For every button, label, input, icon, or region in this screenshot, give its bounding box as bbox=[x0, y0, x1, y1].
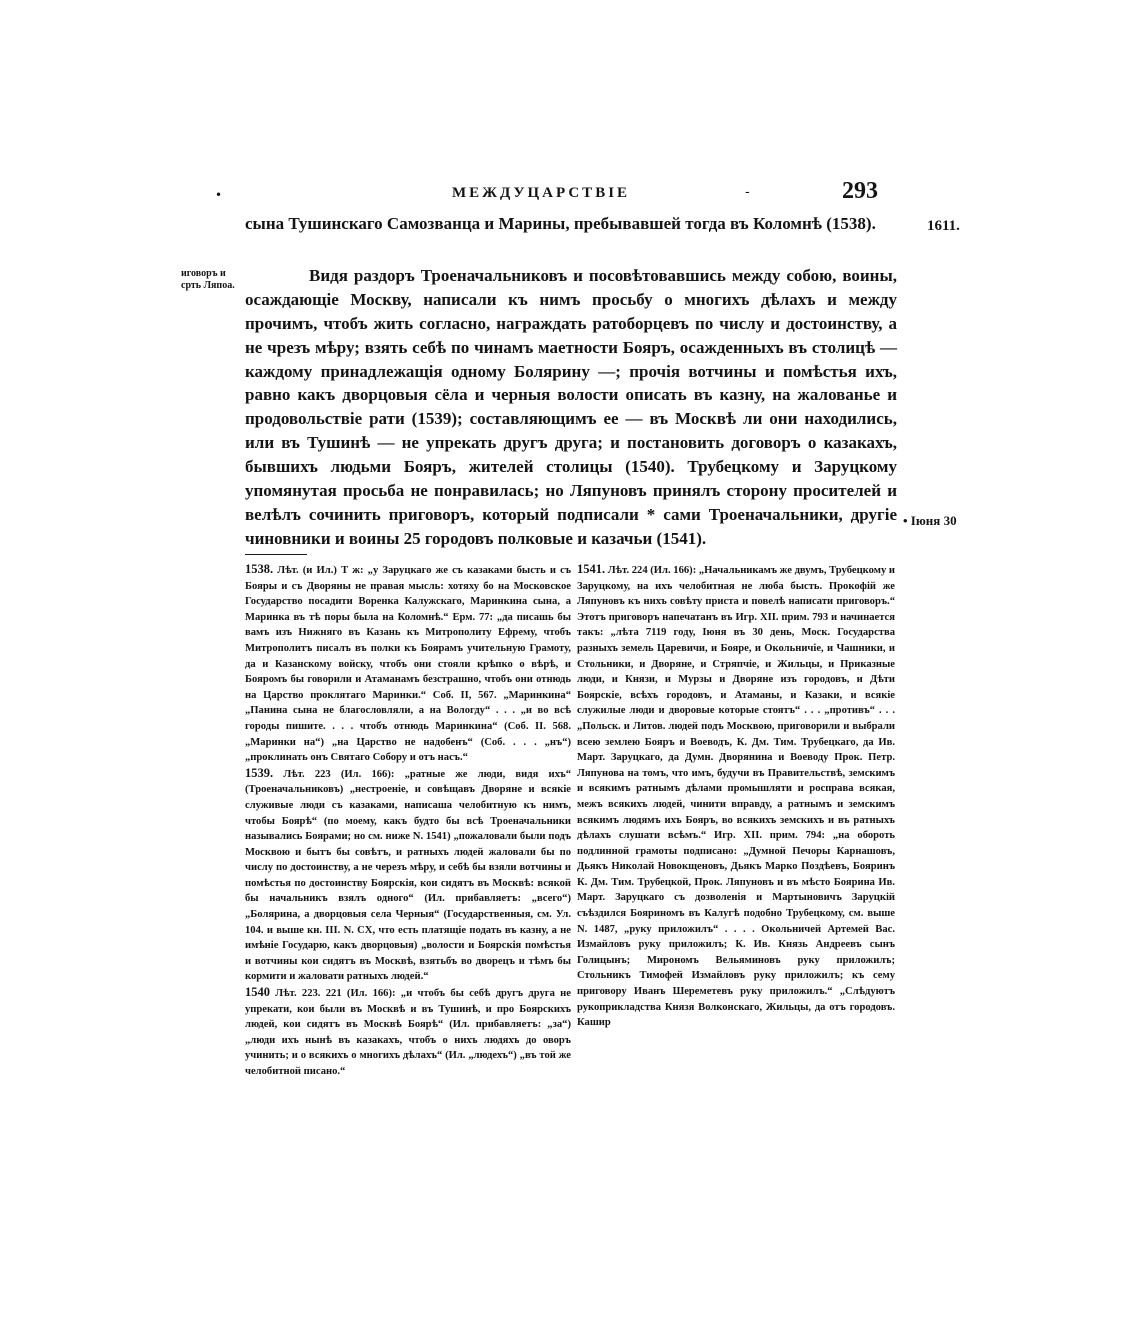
footnote-text: Лѣт. 223 (Ил. 166): „ратные же люди, видя ихъ“ (Троеначальниковъ) „нестроеніе, и совѣщавъ Дворяне и всякіе служивые люди съ казаками, написаша челобитную къ нимъ, чтобы Боярѣ“ (по моему, какъ будто бы всѣ Троеначальники назывались Боярами; но см. ниже N. 1541) „пожаловали были подъ Москвою и бытъ бы совѣтъ, и ратныхъ людей жаловали бы по числу по достоинству, а не черезъ мѣру, и себѣ бы взяли вотчины и помѣстья по достоинству Боярскія, кои сидятъ въ Москвѣ: всякой бы начальникъ взялъ одного“ (Ил. прибавляетъ: „всего“) „Болярина, а дворцовыя села Черныя“ (Государственныя, см. Ул. 104. и выше кн. III. N. CX, что есть платящіе подать въ казну, а не имѣніе Государю, какъ дворцовыя) „волости и Боярскія помѣстья и вотчины кои сидятъ въ Москвѣ, взятьбъ во дворецъ и тѣмъ бы кормити и жаловати ратныхъ людей.“ bbox=[245, 768, 572, 983]
header-dot: • bbox=[215, 188, 223, 202]
main-paragraph-1: сына Тушинскаго Самозванца и Марины, пребывавшей тогда въ Коломнѣ (1538). bbox=[245, 214, 876, 233]
main-text bbox=[245, 212, 897, 551]
footnote-text: Лѣт. 223. 221 (Ил. 166): „и чтобъ бы себѣ другъ друга не упрекати, кои были въ Москвѣ и въ Тушинѣ, и про Боярскихъ людей, кои сидятъ въ Москвѣ Боярѣ“ (Ил. прибавляетъ: „за“) „люди ихъ нынѣ въ казакахъ, чтобъ о нихъ людяхъ до оворъ учинить; и о всякихъ о многихъ дѣлахъ“ (Ил. „людехъ“) „въ той же челобитной писано.“ bbox=[245, 988, 571, 1077]
header-mark: - bbox=[745, 184, 750, 200]
footnote-rule bbox=[245, 554, 307, 555]
footnote-1541 bbox=[577, 562, 895, 1031]
running-head: МЕЖДУЦАРСТВІЕ bbox=[452, 185, 631, 201]
footnotes-left-column bbox=[245, 562, 571, 1080]
margin-year: 1611. bbox=[927, 218, 960, 234]
footnote-1538 bbox=[245, 562, 571, 766]
footnote-1540 bbox=[245, 985, 571, 1080]
footnote-text: Лѣт. (и Ил.) Т ж: „у Заруцкаго же съ казаками бысть и съ Бояры и съ Дворяны не правая мысль: хотяху бо на Московское Государство посадити Воренка Калужскаго, Маринкина сына, а Маринка въ тѣ поры была на Коломнѣ.“ Ерм. 77: „да писашь бы вамъ изъ Нижняго въ Казань къ Митрополиту Ефрему, чтобъ Митрополитъ писалъ въ полки къ Боярамъ учительную Грамоту, да и Казанскому войску, чтобъ они стояли крѣпко о вѣрѣ, и Бояромъ бы говорили и Атаманамъ безстрашно, чтобъ они отнюдь на Царство проклятаго Маринки.“ Соб. II, 567. „Маринкина“ „Панина сына не благословляли, а на Вологду“ . . . „и во всѣ городы пишите. . . . чтобъ отнюдь Маринкина“ (Соб. II. 568. „Маринки на“) „на Царство не надобенъ“ (Соб. . . . „нъ“) „проклинать онъ Святаго Собору и отъ насъ.“ bbox=[245, 565, 572, 764]
footnote-1539 bbox=[245, 766, 571, 985]
footnote-number: 1539. bbox=[245, 765, 274, 780]
footnote-number: 1538. bbox=[245, 562, 274, 576]
footnote-number: 1541. bbox=[577, 562, 606, 576]
margin-date: • Іюня 30 bbox=[903, 513, 957, 528]
footnotes-right-column bbox=[577, 562, 895, 1031]
page-number: 293 bbox=[842, 178, 878, 204]
footnote-text: Лѣт. 224 (Ил. 166): „Начальникамъ же двумъ, Трубецкому и Заруцкому, на ихъ челобитная не люба бысть. Прокофій же Ляпуновъ къ нихъ совѣту приста и повелѣ написати приговоръ.“ Этотъ приговоръ напечатанъ въ Игр. XII. прим. 793 и начинается такъ: „лѣта 7119 году, Іюня въ 30 день, Моск. Государства разныхъ земель Царевичи, и Бояре, и Окольничіе, и Чашники, и Стольники, и Дворяне, и Стряпчіе, и Жильцы, и Приказные люди, и Князи, и Мурзы и Дворяне изъ городовъ, и Дѣти Боярскіе, всѣхъ городовъ, и Атаманы, и Казаки, и всякіе служилые люди и дворовые которые стоятъ“ . . . „противъ“ . . . „Польск. и Литов. людей подъ Москвою, приговорили и выбрали всею землею Бояръ и Воеводъ, К. Дм. Тим. Трубецкаго, да Ив. Март. Заруцкаго, да Думн. Дворянина и Воеводу Прок. Петр. Ляпунова на томъ, что имъ, будучи въ Правительствѣ, земскимъ и всякимъ ратнымъ дѣлами промышляти и росправа всякая, межъ всякихъ людей, чинити вправду, а ратнымъ и земскимъ всякимъ людямъ ихъ Бояръ, во всякихъ земскихъ и въ ратныхъ дѣлахъ слушати всѣмъ.“ Игр. XII. прим. 794: „на обороть подлинной грамоты подписано: „Думной Печоры Карнашовъ, Дьякъ Николай Новокщеновъ, Дьякъ Марко Поздѣевъ, Бояринъ К. Дм. Тим. Трубецкой, Прок. Ляпуновъ и въ мѣсто Боярина Ив. Март. Заруцкаго съ дозволенія и Мартыновичъ Заруцкій съѣздился Бояриномъ въ Калугѣ подобно Трубецкому, см. выше N. 1487, „руку приложилъ“ . . . . Окольничей Артемей Вас. Измайловъ руку приложилъ; К. Ив. Князь Андреевъ сынъ Голицынъ; Мирономъ Вельяминовъ руку приложилъ; Стольникъ Тимофей Измайловъ руку приложилъ; къ сему приговору Иванъ Шереметевъ руку приложилъ.“ „Слѣдуютъ рукоприкладства Князя Волконскаго, Жильцы, да отъ городовъ. Кашир bbox=[577, 565, 896, 1029]
footnote-number: 1540 bbox=[245, 985, 270, 1000]
margin-note: иговоръ и срть Ляпоа. bbox=[181, 268, 235, 291]
main-paragraph-2: Видя раздоръ Троеначальниковъ и посовѣтовавшись между собою, воины, осаждающіе Москву, написали къ нимъ просьбу о многихъ дѣлахъ и между прочимъ, чтобъ жить согласно, награждать ратоборцевъ по числу и достоинству, а не чрезъ мѣру; взять себѣ по чинамъ маетности Бояръ, осажденныхъ въ столицѣ — каждому принадлежащія одному Болярину —; прочія вотчины и помѣстья ихъ, равно какъ дворцовыя сёла и черныя волости описать въ казну, на жалованье и продовольствіе рати (1539); составляющимъ ее — въ Москвѣ ли они находились, или въ Тушинѣ — не упрекать другъ друга; и постановить договоръ о казакахъ, бывшихъ людьми Бояръ, жителей столицы (1540). Трубецкому и Заруцкому упомянутая просьба не понравилась; но Ляпуновъ принялъ сторону просителей и велѣлъ сочинить приговоръ, который подписали * сами Троеначальники, другіе чиновники и воины 25 городовъ полковые и казачьи (1541). bbox=[245, 265, 897, 548]
